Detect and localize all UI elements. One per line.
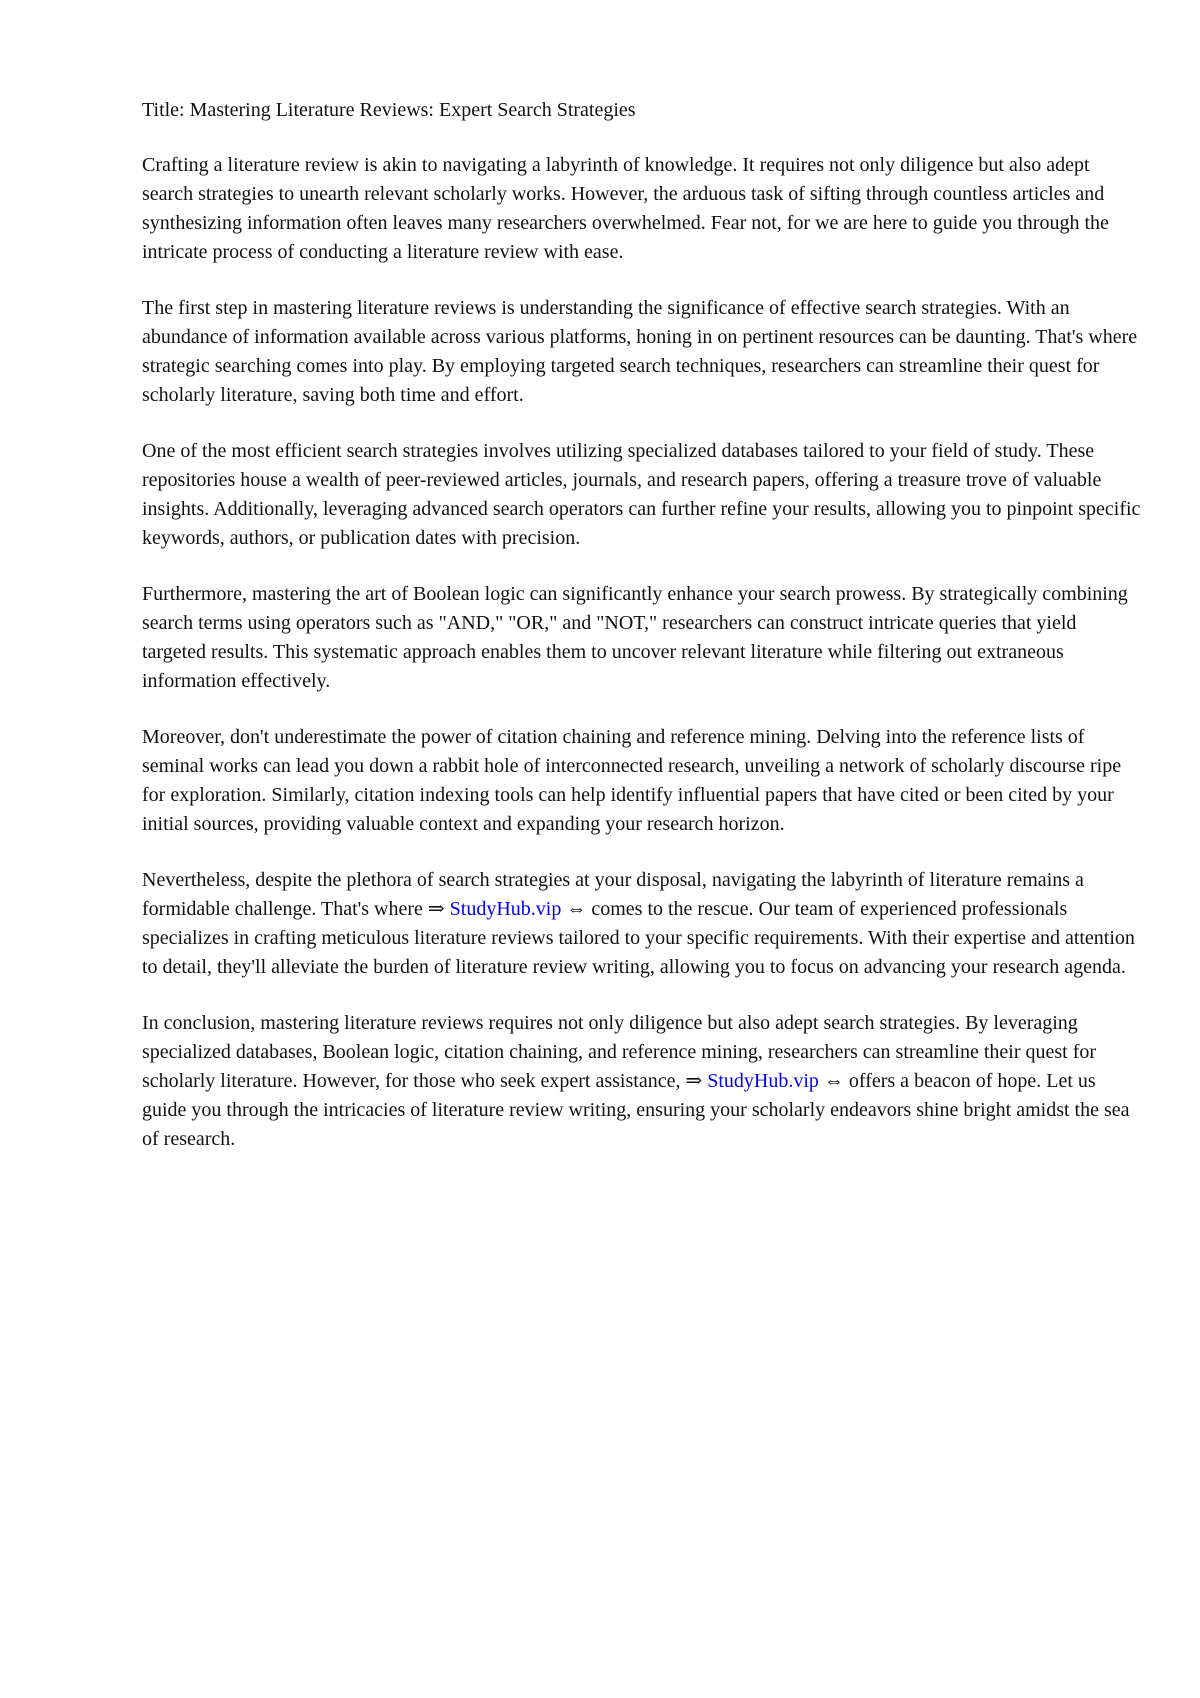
paragraph-6 — [142, 866, 1142, 982]
paragraph-7-text-before: In conclusion, mastering literature reviews requires not only diligence but also adept search strategies. By leveraging specialized databases, Boolean logic, citation chaining, and reference mining, researchers can streamline their quest for scholarly literature. However, for those who seek expert assistance, ⇒ — [142, 1012, 1097, 1092]
document-title: Title: Mastering Literature Reviews: Expert Search Strategies — [142, 99, 636, 121]
studyhub-link[interactable]: StudyHub.vip — [707, 1070, 819, 1092]
paragraph-6-text-after: ⇔ comes to the rescue. Our team of experienced professionals specializes in crafting meticulous literature reviews tailored to your specific requirements. With their expertise and attention to detail, they'll alleviate the burden of literature review writing, allowing you to focus on advancing your research agenda. — [142, 898, 1135, 978]
paragraph-7 — [142, 1009, 1142, 1154]
paragraph-1: Crafting a literature review is akin to navigating a labyrinth of knowledge. It requires not only diligence but also adept search strategies to unearth relevant scholarly works. However, the arduous task of sifting through countless articles and synthesizing information often leaves many researchers overwhelmed. Fear not, for we are here to guide you through the intricate process of conducting a literature review with ease. — [142, 154, 1109, 263]
document-body — [142, 96, 1142, 1181]
paragraph-7-text-after: ⇔ offers a beacon of hope. Let us guide you through the intricacies of literature review writing, ensuring your scholarly endeavors shine bright amidst the sea of research. — [142, 1070, 1130, 1150]
paragraph-2: The first step in mastering literature reviews is understanding the significance of effective search strategies. With an abundance of information available across various platforms, honing in on pertinent resources can be daunting. That's where strategic searching comes into play. By employing targeted search techniques, researchers can streamline their quest for scholarly literature, saving both time and effort. — [142, 297, 1138, 406]
paragraph-6-text-before: Nevertheless, despite the plethora of search strategies at your disposal, navigating the labyrinth of literature remains a formidable challenge. That's where ⇒ — [142, 869, 1084, 920]
paragraph-5: Moreover, don't underestimate the power of citation chaining and reference mining. Delving into the reference lists of seminal works can lead you down a rabbit hole of interconnected research, unveiling a network of scholarly discourse ripe for exploration. Similarly, citation indexing tools can help identify influential papers that have cited or been cited by your initial sources, providing valuable context and expanding your research horizon. — [142, 726, 1122, 835]
paragraph-4: Furthermore, mastering the art of Boolean logic can significantly enhance your search prowess. By strategically combining search terms using operators such as "AND," "OR," and "NOT," researchers can construct intricate queries that yield targeted results. This systematic approach enables them to uncover relevant literature while filtering out extraneous information effectively. — [142, 583, 1128, 692]
studyhub-link[interactable]: StudyHub.vip — [449, 898, 562, 920]
paragraph-3: One of the most efficient search strategies involves utilizing specialized databases tailored to your field of study. These repositories house a wealth of peer-reviewed articles, journals, and research papers, offering a treasure trove of valuable insights. Additionally, leveraging advanced search operators can further refine your results, allowing you to pinpoint specific keywords, authors, or publication dates with precision. — [142, 440, 1141, 549]
